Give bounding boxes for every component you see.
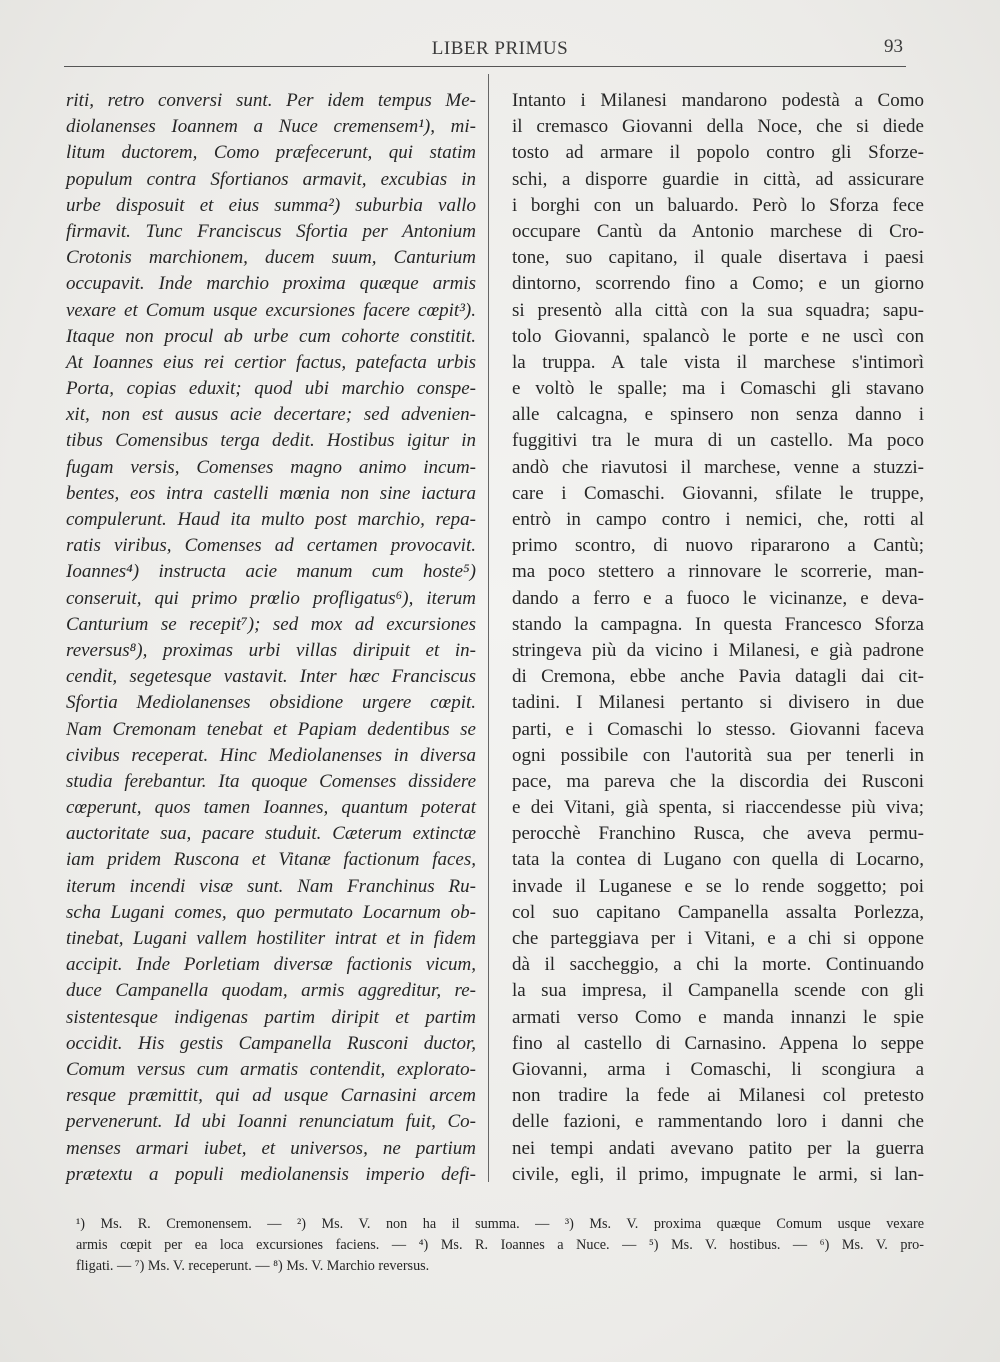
- latin-text-line: litum ductorem, Como præfecerunt, qui statim: [66, 142, 476, 164]
- latin-text-line: compulerunt. Haud ita multo post marchio, repa-: [66, 509, 476, 530]
- italian-text-line: schi, a disporre guardie in città, ad assicurare: [512, 168, 924, 190]
- italian-text-line: il cremasco Giovanni della Noce, che si diede: [512, 116, 924, 138]
- footnote-line: fligati. — ⁷) Ms. V. receperunt. — ⁸) Ms. V. Marchio reversus.: [76, 1258, 430, 1274]
- page-number: 93: [884, 36, 903, 57]
- italian-text-line: stando la campagna. In questa Francesco Sforza: [512, 613, 924, 635]
- latin-text-line: iterum incendi visæ sunt. Nam Franchinus Ru-: [66, 875, 476, 897]
- italian-text-line: Giovanni, arma i Comaschi, li scongiura a: [512, 1058, 924, 1080]
- latin-text-line: pervenerunt. Id ubi Ioanni renunciatum fuit, Co-: [66, 1111, 476, 1133]
- latin-text-line: studia ferebantur. Ita quoque Comenses dissidere: [66, 770, 476, 792]
- latin-text-line: At Ioannes eius rei certior factus, patefacta urbis: [66, 351, 476, 373]
- latin-text-line: diolanenses Ioannem a Nuce cremensem¹), mi-: [66, 116, 476, 138]
- latin-text-line: menses armari iubet, et universos, ne partium: [66, 1137, 476, 1159]
- italian-text-line: primo scontro, di nuovo ripararono a Cantù;: [512, 535, 924, 557]
- italian-text-line: tadini. I Milanesi pertanto si divisero in due: [512, 692, 924, 714]
- italian-text-line: dando a ferro e a fuoco le vicinanze, e deva-: [512, 587, 924, 609]
- latin-text-line: Comum versus cum armatis contendit, explorato-: [66, 1058, 476, 1080]
- latin-text-line: xit, non est ausus acie decertare; sed advenien-: [66, 404, 476, 426]
- italian-text-line: entrò in campo contro i nemici, che, rotti al: [512, 509, 924, 530]
- latin-text-line: populum contra Sfortianos armavit, excubias in: [66, 168, 476, 190]
- italian-text-line: tolo Giovanni, spalancò le porte e ne uscì con: [512, 325, 924, 347]
- latin-text-line: sistentesque indigenas partim diripit et partim: [66, 1006, 476, 1028]
- italian-text-line: fuggitivi tra le mura di un castello. Ma poco: [512, 430, 924, 452]
- italian-text-line: e voltò le spalle; ma i Comaschi gli stavano: [512, 378, 924, 400]
- latin-text-line: Nam Cremonam tenebat et Papiam dedentibus se: [66, 718, 476, 740]
- italian-text-line: fino al castello di Carnasino. Appena lo seppe: [512, 1032, 924, 1054]
- italian-text-line: i borghi con un baluardo. Però lo Sforza fece: [512, 194, 924, 216]
- italian-text-column: [512, 88, 924, 1188]
- italian-text-line: care i Comaschi. Giovanni, sfilate le truppe,: [512, 482, 924, 504]
- latin-text-line: iam pridem Ruscona et Vitanæ factionum faces,: [66, 849, 476, 871]
- italian-text-line: e dei Vitani, già spenta, si riaccendesse più viva;: [512, 797, 924, 819]
- italian-text-line: la truppa. A tale vista il marchese s'intimorì: [512, 351, 924, 373]
- latin-text-line: cendit, segetesque vastavit. Inter hæc Franciscus: [66, 666, 476, 688]
- latin-text-line: bentes, eos intra castelli mœnia non sine iactura: [66, 482, 476, 504]
- latin-text-line: Crotonis marchionem, ducem suum, Canturium: [66, 247, 476, 269]
- running-head: LIBER PRIMUS: [431, 38, 569, 59]
- latin-text-line: occupavit. Inde marchio proxima quæque armis: [66, 273, 476, 295]
- italian-text-line: dà il saccheggio, a chi la morte. Continuando: [512, 954, 924, 976]
- italian-text-line: di Cremona, ebbe anche Pavia datagli dai cit-: [512, 666, 924, 688]
- latin-text-line: cœperunt, quos tamen Ioannes, quantum poterat: [66, 797, 476, 819]
- italian-text-line: pace, ma pareva che la discordia dei Rusconi: [512, 770, 924, 792]
- latin-text-line: Ioannes⁴) instructa acie manum cum hoste⁵): [66, 561, 476, 583]
- italian-text-line: la sua impresa, il Campanella scende con gli: [512, 980, 924, 1002]
- italian-text-line: nei tempi andati avevano patito per la guerra: [512, 1137, 924, 1159]
- footnote-line: ¹) Ms. R. Cremonensem. — ²) Ms. V. non ha il summa. — ³) Ms. V. proxima quæque Comum usque vexare: [76, 1216, 924, 1232]
- latin-text-line: ratis viribus, Comenses ad certamen provocavit.: [66, 535, 476, 557]
- latin-text-line: duce Campanella quodam, armis aggreditur, re-: [66, 980, 476, 1002]
- italian-text-line: si presentò alla città con la sua squadra; sapu-: [512, 299, 924, 321]
- latin-text-line: vexare et Comum usque excursiones facere cœpit³).: [66, 299, 476, 321]
- italian-text-line: dintorno, scorrendo fino a Como; e un giorno: [512, 273, 924, 295]
- italian-text-line: occupare Cantù da Antonio marchese di Cro-: [512, 220, 924, 242]
- italian-text-line: perocchè Franchino Rusca, che aveva permu-: [512, 823, 924, 845]
- header-rule: [64, 66, 906, 67]
- column-divider: [488, 74, 489, 1182]
- italian-text-line: ogni possibile con l'autorità sua per tenerli in: [512, 744, 924, 766]
- latin-text-line: occidit. His gestis Campanella Rusconi ductor,: [66, 1032, 476, 1054]
- italian-text-line: ma poco stettero a rinnovare le scorrerie, man-: [512, 561, 924, 583]
- latin-text-line: prætextu a populi mediolanensis imperio defi-: [66, 1163, 476, 1185]
- latin-text-line: Itaque non procul ab urbe cum cohorte constitit.: [66, 325, 476, 347]
- latin-text-line: accipit. Inde Porletiam diversæ factionis vicum,: [66, 954, 476, 976]
- footnotes: [76, 1214, 924, 1277]
- latin-text-line: fugam versis, Comenses magno animo incum-: [66, 456, 476, 478]
- italian-text-line: tata la contea di Lugano con quella di Locarno,: [512, 849, 924, 871]
- italian-text-line: alle calcagna, e spinsero non senza danno i: [512, 404, 924, 426]
- italian-text-line: non tradire la fede ai Milanesi col pretesto: [512, 1085, 924, 1107]
- italian-text-line: parti, e i Comaschi lo stesso. Giovanni faceva: [512, 718, 924, 740]
- italian-text-line: tone, suo capitano, il quale disertava i paesi: [512, 247, 924, 269]
- latin-text-line: urbe disposuit et eius summa²) suburbia vallo: [66, 194, 476, 216]
- latin-text-column: [66, 88, 476, 1188]
- latin-text-line: scha Lugani comes, quo permutato Locarnum ob-: [66, 901, 476, 923]
- latin-text-line: tinebat, Lugani vallem hostiliter intrat et in fidem: [66, 928, 476, 949]
- italian-text-line: delle fazioni, e rammentando loro i danni che: [512, 1111, 924, 1133]
- italian-text-line: armati verso Como e manda innanzi le spie: [512, 1006, 924, 1028]
- latin-text-line: auctoritate sua, pacare studuit. Cæterum extinctæ: [66, 823, 476, 845]
- latin-text-line: conseruit, qui primo prœlio profligatus⁶), iterum: [66, 587, 476, 609]
- latin-text-line: tibus Comensibus terga dedit. Hostibus igitur in: [66, 430, 476, 452]
- italian-text-line: andò che riavutosi il marchese, venne a stuzzi-: [512, 456, 924, 478]
- italian-text-line: col suo capitano Campanella assalta Porlezza,: [512, 901, 924, 923]
- latin-text-line: riti, retro conversi sunt. Per idem tempus Me-: [66, 90, 476, 111]
- italian-text-line: invade il Luganese e se lo rende soggetto; poi: [512, 875, 924, 897]
- italian-text-line: che parteggiava per i Vitani, e a chi si oppone: [512, 928, 924, 949]
- latin-text-line: civibus receperat. Hinc Mediolanenses in diversa: [66, 744, 476, 766]
- italian-text-line: tosto ad armare il popolo contro gli Sforze-: [512, 142, 924, 164]
- latin-text-line: Canturium se recepit⁷); sed mox ad excursiones: [66, 613, 476, 635]
- footnote-line: armis cœpit per ea loca excursiones faciens. — ⁴) Ms. R. Ioannes a Nuce. — ⁵) Ms. V. hostibus. — ⁶) Ms. V. pro-: [76, 1237, 924, 1253]
- latin-text-line: Sfortia Mediolanenses obsidione urgere cœpit.: [66, 692, 476, 714]
- latin-text-line: Porta, copias eduxit; quod ubi marchio conspe-: [66, 378, 476, 400]
- italian-text-line: Intanto i Milanesi mandarono podestà a Como: [512, 90, 924, 111]
- italian-text-line: civile, egli, il primo, impugnate le armi, si lan-: [512, 1163, 924, 1185]
- latin-text-line: resque præmittit, qui ad usque Carnasini arcem: [66, 1085, 476, 1107]
- latin-text-line: reversus⁸), proximas urbi villas diripuit et in-: [66, 639, 476, 661]
- latin-text-line: firmavit. Tunc Franciscus Sfortia per Antonium: [66, 220, 476, 242]
- italian-text-line: stringeva più da vicino i Milanesi, e già padrone: [512, 639, 924, 661]
